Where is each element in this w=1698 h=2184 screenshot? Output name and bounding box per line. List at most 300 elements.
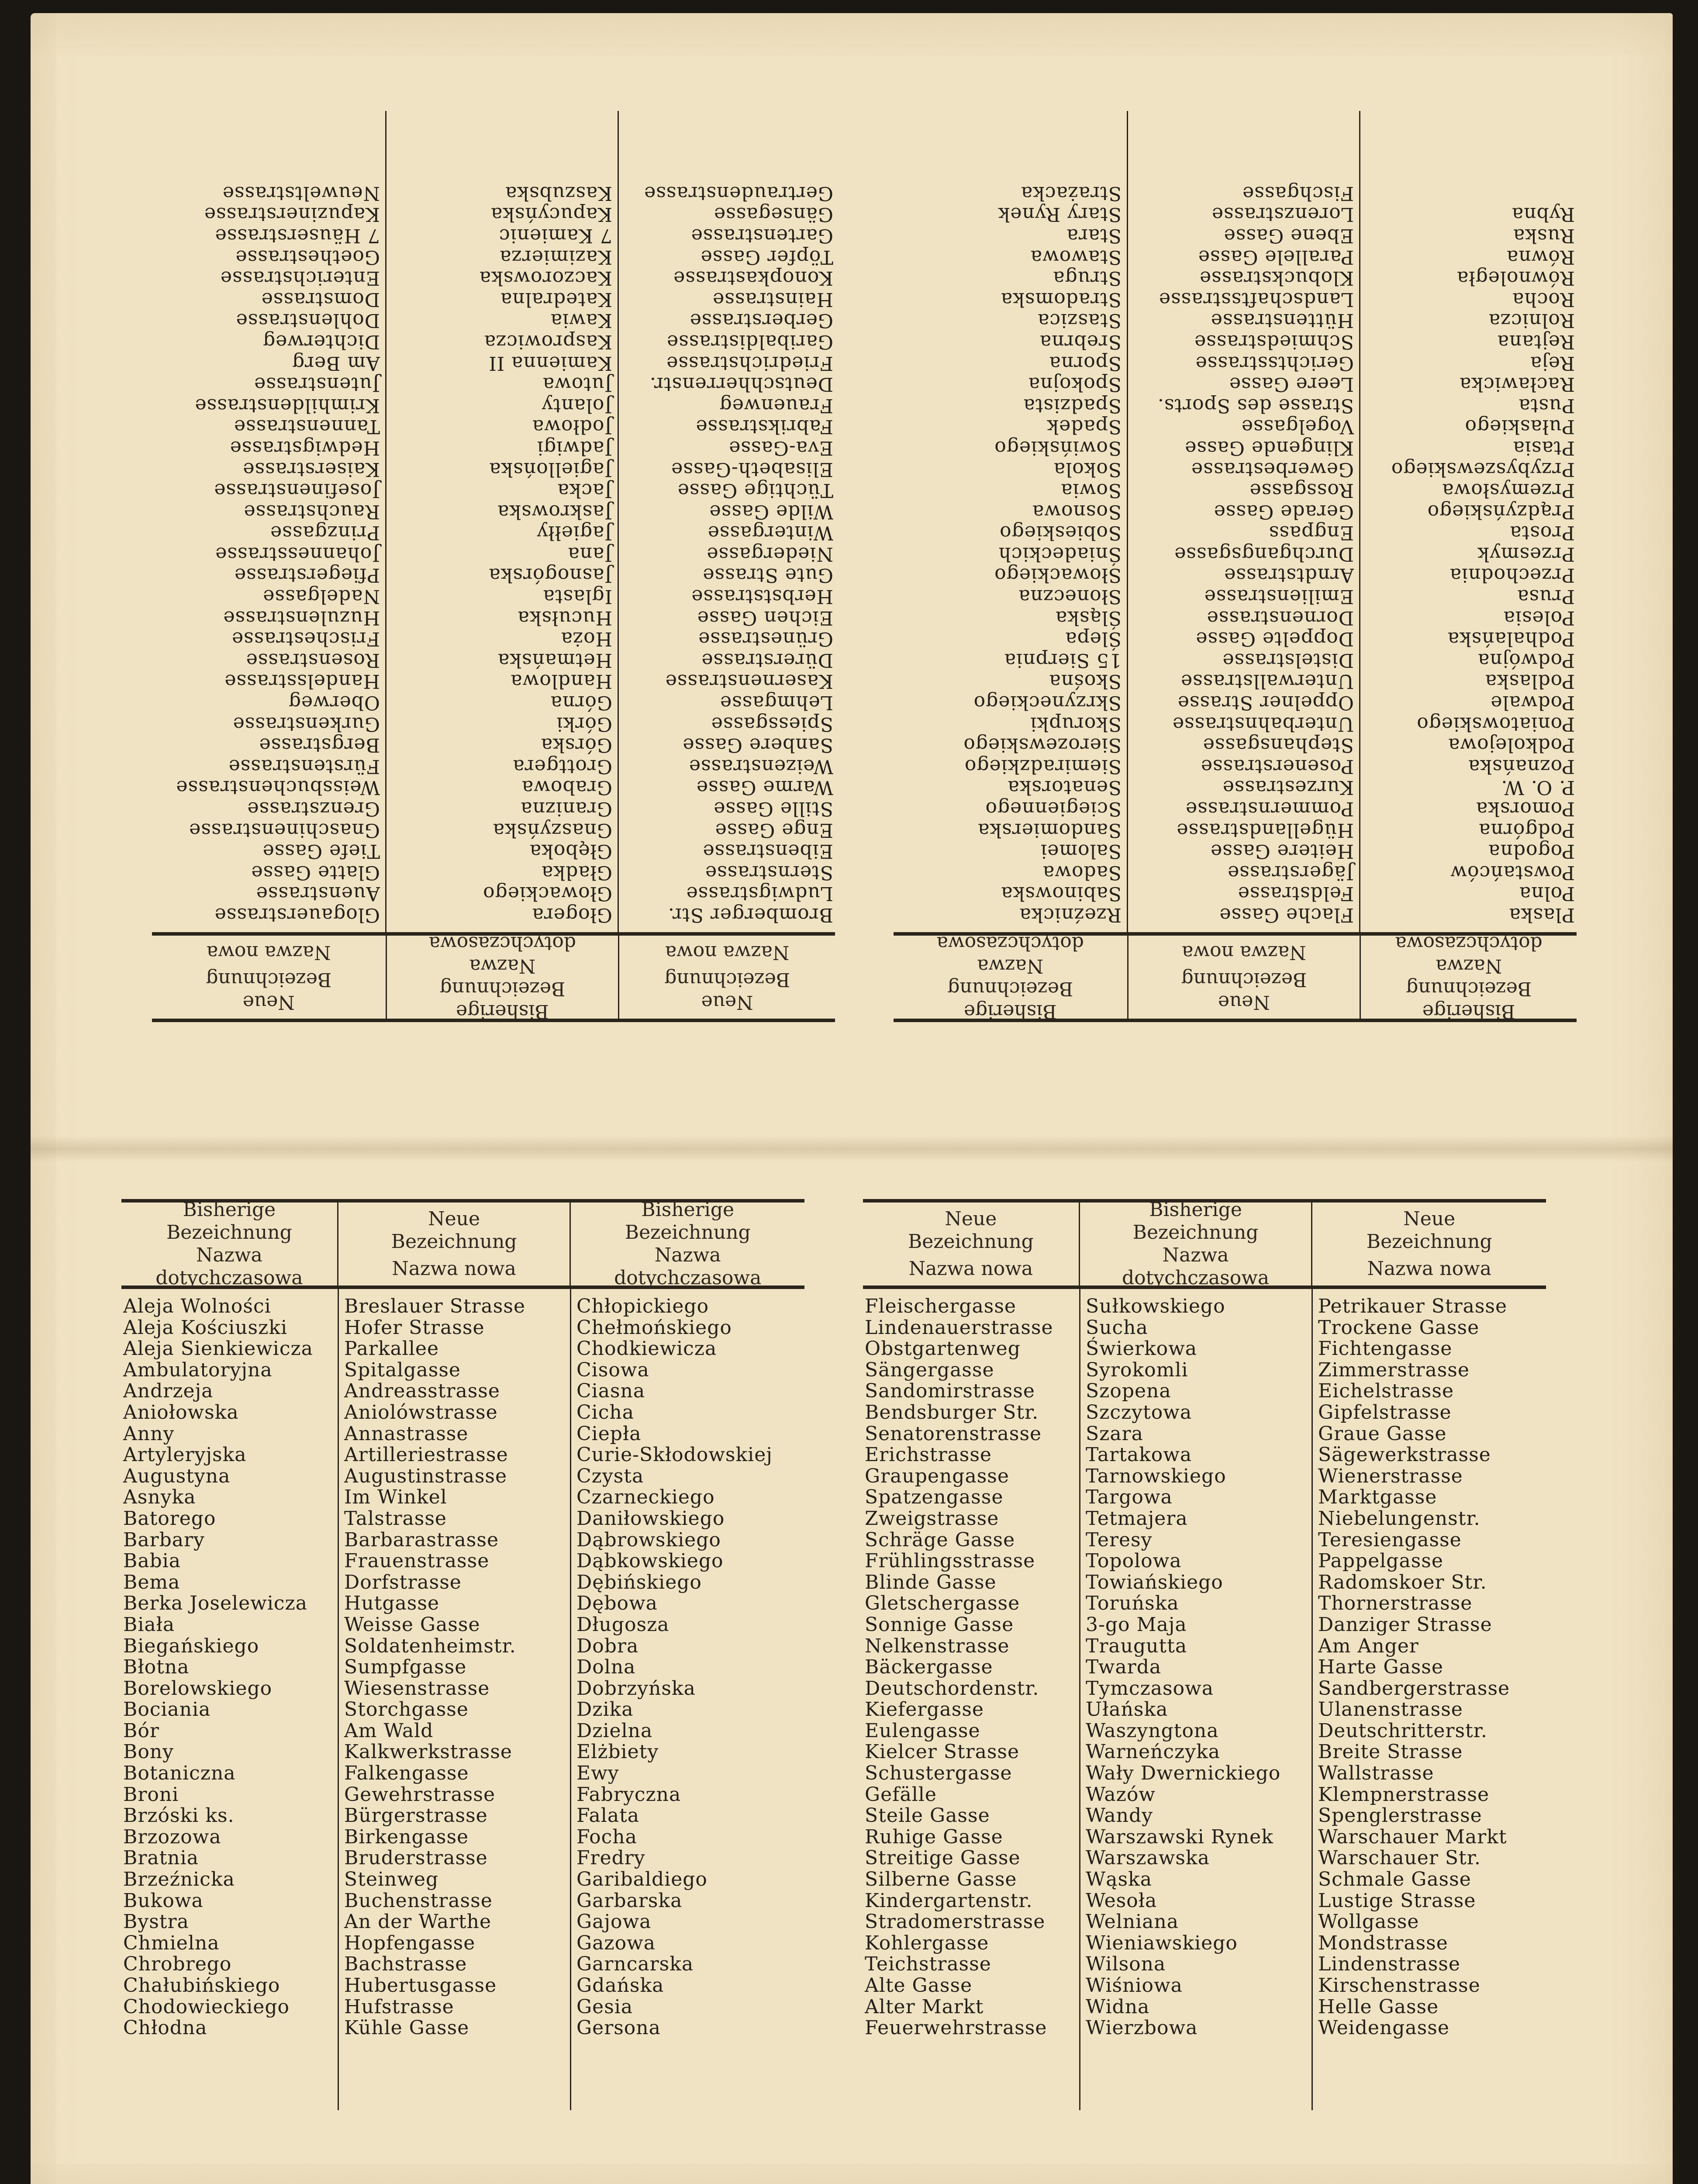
street-name-entry: Tüchtige Gasse xyxy=(677,479,833,502)
street-name-entry: Feldstrasse xyxy=(1237,882,1354,905)
street-name-entry: Dąbkowskiego xyxy=(576,1550,724,1572)
header-line: dotychczasowa xyxy=(1395,932,1543,954)
street-name-entry: Górki xyxy=(556,712,612,735)
street-name-entry: Podhalańska xyxy=(1447,628,1575,650)
header-line: Bezeichnung xyxy=(947,978,1073,1000)
street-name-entry: Ludwigstrasse xyxy=(686,882,833,905)
street-name-entry: Aleja Sienkiewicza xyxy=(123,1337,313,1360)
street-name-entry: Andrzeja xyxy=(123,1380,214,1403)
paper-fold xyxy=(31,1136,1673,1162)
street-name-entry: Bukowa xyxy=(123,1889,204,1912)
street-name-entry: Strasse des Sports. xyxy=(1157,394,1354,417)
street-name-entry: Distelstrasse xyxy=(1222,649,1354,671)
street-name-entry: Garbarska xyxy=(576,1889,683,1912)
street-name-entry: Sägewerkstrasse xyxy=(1318,1444,1491,1466)
street-name-entry: Silberne Gasse xyxy=(865,1868,1017,1891)
street-name-entry: Posenerstrasse xyxy=(1200,755,1354,778)
street-name-entry: Weissbuchenstrasse xyxy=(176,776,380,799)
street-name-entry: Głęboka xyxy=(529,840,612,863)
street-name-entry: Spenglerstrasse xyxy=(1318,1804,1482,1827)
street-name-entry: Schmale Gasse xyxy=(1318,1868,1471,1891)
street-name-entry: Jutenstrasse xyxy=(254,373,380,396)
street-name-entry: Storchgasse xyxy=(344,1698,469,1721)
street-name-entry: Wierzbowa xyxy=(1086,2017,1198,2039)
street-name-entry: Vogelgasse xyxy=(1241,415,1354,438)
street-name-entry: Gesia xyxy=(576,1995,633,2018)
street-name-entry: Dzielna xyxy=(576,1719,653,1742)
street-name-entry: Wiśniowa xyxy=(1086,1974,1183,1997)
column-new xyxy=(152,111,387,932)
street-name-entry: Stephansgasse xyxy=(1202,734,1354,757)
street-name-entry: Kazimierza xyxy=(499,245,612,268)
street-name-entry: P. O. W. xyxy=(1501,776,1575,799)
street-name-entry: Fichtengasse xyxy=(1318,1337,1453,1360)
street-name-entry: Sobieskiego xyxy=(999,522,1122,544)
header-line: Neue xyxy=(1403,1208,1456,1230)
street-name-entry: Brzeźnicka xyxy=(123,1868,235,1891)
street-name-entry: Bystra xyxy=(123,1911,189,1933)
street-name-entry: Kapuzinerstrasse xyxy=(204,203,380,226)
street-name-entry: Bony xyxy=(123,1741,174,1763)
column-old xyxy=(387,111,619,932)
street-name-entry: Lustige Strasse xyxy=(1318,1889,1476,1912)
street-name-entry: Równa xyxy=(1506,245,1575,268)
header-line: Bisherige xyxy=(456,1000,549,1023)
street-name-entry: Curie-Skłodowskiej xyxy=(576,1444,773,1466)
street-name-entry: Aleja Kościuszki xyxy=(123,1316,288,1339)
header-line: Bezeichnung xyxy=(391,1230,517,1253)
street-name-entry: Biała xyxy=(123,1613,175,1636)
upside-down-half xyxy=(0,83,1698,1022)
header-line: Neue xyxy=(701,991,753,1013)
street-name-entry: Graue Gasse xyxy=(1318,1422,1447,1445)
street-name-entry: Grünestrasse xyxy=(698,628,833,650)
street-name-entry: Lorenzstrasse xyxy=(1211,203,1354,226)
street-name-entry: Oppelner Strasse xyxy=(1177,691,1354,714)
top-table-right xyxy=(152,83,835,1022)
street-name-entry: Topolowa xyxy=(1086,1550,1182,1572)
street-name-entry: Glogauerstrasse xyxy=(214,904,380,926)
street-name-entry: Bruderstrasse xyxy=(344,1847,488,1870)
street-name-entry: Waszyngtona xyxy=(1086,1719,1219,1742)
street-name-entry: Gerichtsstrasse xyxy=(1195,352,1354,374)
header-line: Nazwa xyxy=(196,1244,262,1266)
street-name-entry: Doppelte Gasse xyxy=(1195,628,1354,650)
street-name-entry: Zimmerstrasse xyxy=(1318,1358,1470,1381)
street-name-entry: Rzeźnicka xyxy=(1019,904,1122,926)
street-name-entry: Kirschenstrasse xyxy=(1318,1974,1481,1997)
street-name-entry: Lindenauerstrasse xyxy=(865,1316,1053,1339)
street-name-entry: Kurzestrasse xyxy=(1222,776,1354,799)
street-name-entry: Falata xyxy=(576,1804,639,1827)
header-line: Nazwa nowa xyxy=(908,1258,1033,1280)
street-name-entry: Gipfelstrasse xyxy=(1318,1401,1452,1424)
street-name-entry: Jolanty xyxy=(541,394,612,417)
street-name-entry: Nelkenstrasse xyxy=(865,1635,1010,1657)
street-name-entry: Ciepła xyxy=(576,1422,642,1445)
street-name-entry: Stradomska xyxy=(1001,288,1122,311)
street-name-entry: Eichen Gasse xyxy=(697,606,833,629)
street-name-entry: Gnaszyńska xyxy=(492,819,612,841)
street-name-entry: Mondstrasse xyxy=(1318,1932,1448,1954)
street-name-entry: Sporna xyxy=(1049,352,1122,374)
street-name-entry: Rauchstrasse xyxy=(243,500,380,523)
street-name-entry: Elisabeth-Gasse xyxy=(671,458,833,480)
street-name-entry: Handelsstrasse xyxy=(224,670,380,693)
street-name-entry: Stary Rynek xyxy=(997,203,1122,226)
street-name-entry: Birkengasse xyxy=(344,1825,469,1848)
street-name-entry: Staszica xyxy=(1037,309,1122,332)
table-header xyxy=(863,1199,1546,1289)
street-name-entry: Klempnerstrasse xyxy=(1318,1783,1490,1806)
header-line: Nazwa nowa xyxy=(207,941,331,964)
street-name-entry: Ebene Gasse xyxy=(1223,225,1354,247)
street-name-entry: Gerade Gasse xyxy=(1213,500,1354,523)
street-name-entry: Wandy xyxy=(1086,1804,1153,1827)
header-line: Bisherige xyxy=(183,1199,276,1221)
header-line: Neue xyxy=(242,991,295,1013)
street-name-entry: Kielcer Strasse xyxy=(865,1741,1020,1763)
street-name-entry: Sonnige Gasse xyxy=(865,1613,1014,1636)
street-name-entry: Ciasna xyxy=(576,1380,645,1403)
street-name-entry: Harte Gasse xyxy=(1318,1656,1443,1679)
street-name-entry: Gertraudenstrasse xyxy=(644,182,833,204)
street-name-entry: Frischestrasse xyxy=(231,628,380,650)
street-name-entry: Jutowa xyxy=(542,373,612,396)
street-name-entry: Salomei xyxy=(1040,840,1122,863)
street-name-entry: Kasernenstrasse xyxy=(665,670,833,693)
street-name-entry: Sierozewskiego xyxy=(963,734,1122,757)
street-name-entry: Błotna xyxy=(123,1656,190,1679)
street-name-entry: Górna xyxy=(550,691,612,714)
street-name-entry: Podgórna xyxy=(1478,819,1575,841)
street-name-entry: Breite Strasse xyxy=(1318,1741,1463,1763)
street-name-entry: Krimhildenstrasse xyxy=(194,394,380,417)
street-name-entry: Eichelstrasse xyxy=(1318,1380,1454,1403)
street-name-entry: Danziger Strasse xyxy=(1318,1613,1492,1636)
street-name-entry: 7 Häuserstrasse xyxy=(214,225,380,247)
street-name-entry: Podwale xyxy=(1490,691,1575,714)
street-name-entry: Pommernstrasse xyxy=(1185,798,1354,820)
street-name-entry: Podlaska xyxy=(1484,670,1575,693)
street-name-entry: Josefinenstrasse xyxy=(214,479,380,502)
street-name-entry: Ruhige Gasse xyxy=(865,1825,1003,1848)
street-name-entry: Prinzgasse xyxy=(270,522,380,544)
street-name-entry: Jana xyxy=(567,543,612,565)
street-name-entry: Pomorska xyxy=(1475,798,1575,820)
street-name-entry: Trockene Gasse xyxy=(1318,1316,1480,1339)
street-name-entry: Wilde Gasse xyxy=(709,500,833,523)
street-name-entry: Graupengasse xyxy=(865,1465,1009,1487)
street-name-entry: Chłodna xyxy=(123,2017,207,2039)
street-name-entry: Am Wald xyxy=(344,1719,434,1742)
street-name-entry: Enterichstrasse xyxy=(220,267,380,290)
street-name-entry: Bromberger Str. xyxy=(667,904,833,926)
street-name-entry: Tymczasowa xyxy=(1086,1677,1214,1700)
street-name-entry: Warme Gasse xyxy=(696,776,833,799)
street-name-entry: Gdańska xyxy=(576,1974,664,1997)
bottom-table-right xyxy=(863,1199,1546,2121)
street-name-entry: Podwójna xyxy=(1477,649,1575,671)
street-name-entry: Warschauer Markt xyxy=(1318,1825,1507,1848)
street-name-entry: Gładka xyxy=(541,861,612,884)
street-name-entry: Asnyka xyxy=(123,1486,196,1509)
street-name-entry: Domstrasse xyxy=(261,288,380,311)
street-name-entry: Przesmyk xyxy=(1477,543,1575,565)
street-name-entry: Stara xyxy=(1066,225,1122,247)
street-name-entry: Gänsegasse xyxy=(714,203,833,226)
street-name-entry: Wallstrasse xyxy=(1318,1762,1434,1785)
street-name-entry: Chałubińskiego xyxy=(123,1974,280,1997)
street-name-entry: Kiefergasse xyxy=(865,1698,984,1721)
street-name-entry: Friedrichstrasse xyxy=(666,352,833,374)
street-name-entry: Weisse Gasse xyxy=(344,1613,480,1636)
street-name-entry: Deutschherrenstr. xyxy=(649,373,833,396)
header-line: Bezeichnung xyxy=(206,968,332,991)
street-name-entry: Konopkastrasse xyxy=(673,267,833,290)
street-name-entry: 15 Sierpnia xyxy=(1004,649,1122,671)
header-line: dotychczasowa xyxy=(936,932,1084,954)
street-name-entry: Jasnogórska xyxy=(488,564,612,587)
header-line: Bisherige xyxy=(641,1199,735,1221)
street-name-entry: Ambulatoryjna xyxy=(123,1358,273,1381)
header-line: Nazwa xyxy=(1436,955,1502,977)
street-name-entry: 3-go Maja xyxy=(1086,1613,1187,1636)
street-name-entry: Przechodnia xyxy=(1449,564,1575,587)
street-name-entry: Hetmańska xyxy=(497,649,612,671)
street-name-entry: Huzulenstrasse xyxy=(223,606,380,629)
header-line: Nazwa nowa xyxy=(1182,941,1306,964)
street-name-entry: Świerkowa xyxy=(1086,1337,1197,1360)
street-name-entry: Aniolówstrasse xyxy=(344,1401,498,1424)
street-name-entry: Oberweg xyxy=(288,691,380,714)
street-name-entry: Dohlenstrasse xyxy=(235,309,380,332)
street-name-entry: Lehmgasse xyxy=(720,691,833,714)
street-name-entry: Garibaldiego xyxy=(576,1868,708,1891)
street-name-entry: Jagiellońska xyxy=(489,458,612,480)
street-name-entry: Gletschergasse xyxy=(865,1592,1020,1615)
street-name-entry: Radomskoer Str. xyxy=(1318,1571,1487,1593)
street-name-entry: Eibenstrasse xyxy=(702,840,833,863)
column-new xyxy=(863,1289,1079,2110)
street-name-entry: Helle Gasse xyxy=(1318,1995,1439,2018)
street-name-entry: Kaszubska xyxy=(505,182,612,204)
street-name-entry: Emilienstrasse xyxy=(1204,585,1354,608)
street-name-entry: Czysta xyxy=(576,1465,644,1487)
header-line: Bezeichnung xyxy=(1181,968,1307,991)
street-name-entry: Spiessgasse xyxy=(711,712,833,735)
street-name-entry: Pułaskiego xyxy=(1464,415,1575,438)
header-new-name xyxy=(337,1203,570,1286)
street-name-entry: Sciegiennego xyxy=(985,798,1122,820)
street-name-entry: Gazowa xyxy=(576,1932,656,1954)
street-name-entry: Fabrikstrasse xyxy=(695,415,833,438)
table-body xyxy=(152,111,835,932)
street-name-entry: Chełmońskiego xyxy=(576,1316,732,1339)
street-name-entry: Ułańska xyxy=(1086,1698,1168,1721)
street-name-entry: Grottgera xyxy=(512,755,612,778)
street-name-entry: Szara xyxy=(1086,1422,1143,1445)
street-name-entry: Biegańskiego xyxy=(123,1635,259,1657)
street-name-entry: Rejtana xyxy=(1497,330,1575,353)
street-name-entry: Hainstrasse xyxy=(712,288,833,311)
street-name-entry: Poznańska xyxy=(1468,755,1575,778)
street-name-entry: Tarnowskiego xyxy=(1086,1465,1226,1487)
street-name-entry: Tartakowa xyxy=(1086,1444,1192,1466)
street-name-entry: Talstrasse xyxy=(344,1507,447,1530)
street-name-entry: Sabinowska xyxy=(1001,882,1122,905)
street-name-entry: Teresy xyxy=(1086,1528,1153,1551)
street-name-entry: Botaniczna xyxy=(123,1762,236,1785)
street-name-entry: Katedralna xyxy=(500,288,612,311)
street-name-entry: Rybna xyxy=(1512,203,1575,226)
street-name-entry: Sowińskiego xyxy=(994,436,1122,459)
header-new-name xyxy=(1311,1203,1546,1286)
street-name-entry: Strażacka xyxy=(1020,182,1122,204)
header-line: Nazwa xyxy=(977,955,1044,977)
street-name-entry: Wesoła xyxy=(1086,1889,1157,1912)
street-name-entry: Bratnia xyxy=(123,1847,199,1870)
street-name-entry: Dębińskiego xyxy=(576,1571,702,1593)
street-name-entry: Jaskrowska xyxy=(497,500,612,523)
street-name-entry: Frühlingsstrasse xyxy=(865,1550,1035,1572)
street-name-entry: Bäckergasse xyxy=(865,1656,993,1679)
table-header xyxy=(152,932,835,1023)
street-name-entry: Pappelgasse xyxy=(1318,1550,1443,1572)
header-new-name xyxy=(1129,936,1361,1019)
upright-half xyxy=(0,1199,1698,2121)
header-line: Nazwa xyxy=(469,955,536,977)
street-name-entry: Wollgasse xyxy=(1318,1911,1419,1933)
street-name-entry: Rolnicza xyxy=(1488,309,1575,332)
header-line: Bezeichnung xyxy=(625,1221,751,1244)
column-new xyxy=(338,1289,570,2110)
street-name-entry: Kamienna II xyxy=(488,352,612,374)
header-line: dotychczasowa xyxy=(1122,1267,1270,1289)
street-name-entry: Deutschordenstr. xyxy=(865,1677,1039,1700)
header-line: Bisherige xyxy=(1422,1000,1515,1023)
header-line: Neue xyxy=(1218,991,1270,1013)
street-name-entry: Eva-Gasse xyxy=(728,436,833,459)
street-name-entry: Fürstenstrasse xyxy=(228,755,380,778)
street-name-entry: Landschaftsstrasse xyxy=(1158,288,1354,311)
street-name-entry: Augustyna xyxy=(123,1465,231,1487)
street-name-entry: Bergstrasse xyxy=(259,734,380,757)
street-name-entry: Fischgasse xyxy=(1242,182,1354,204)
street-name-entry: Thornerstrasse xyxy=(1318,1592,1473,1615)
street-name-entry: Srebrna xyxy=(1039,330,1122,353)
street-name-entry: Ruska xyxy=(1513,225,1575,247)
street-name-entry: Goethestrasse xyxy=(235,245,380,268)
street-name-entry: Stawowa xyxy=(1030,245,1122,268)
street-name-entry: Nadelgasse xyxy=(262,585,380,608)
street-name-entry: Rocha xyxy=(1512,288,1575,311)
street-name-entry: Schräge Gasse xyxy=(865,1528,1015,1551)
header-line: Bezeichnung xyxy=(166,1221,292,1244)
street-name-entry: Sosnowa xyxy=(1032,500,1122,523)
header-line: Bezeichnung xyxy=(1366,1230,1492,1253)
column-new xyxy=(1128,111,1360,932)
street-name-entry: Leere Gasse xyxy=(1229,373,1354,396)
street-name-entry: Ptasia xyxy=(1512,436,1575,459)
street-name-entry: Wiesenstrasse xyxy=(344,1677,490,1700)
street-name-entry: Aleja Wolności xyxy=(123,1295,271,1317)
street-name-entry: Engpass xyxy=(1268,522,1354,544)
street-name-entry: Batorego xyxy=(123,1507,216,1530)
street-name-entry: Welniana xyxy=(1086,1911,1179,1933)
street-name-entry: Fabryczna xyxy=(576,1783,681,1806)
street-name-entry: Pogodna xyxy=(1488,840,1575,863)
street-name-entry: Skośna xyxy=(1049,670,1122,693)
street-name-entry: Parallele Gasse xyxy=(1198,245,1354,268)
street-name-entry: Skrzyneckiego xyxy=(973,691,1122,714)
street-name-entry: Dornenstrasse xyxy=(1206,606,1354,629)
street-name-entry: Barbary xyxy=(123,1528,205,1551)
street-name-entry: Brzozowa xyxy=(123,1825,221,1848)
street-name-entry: Reja xyxy=(1529,352,1575,374)
street-name-entry: Broni xyxy=(123,1783,179,1806)
header-line: Nazwa nowa xyxy=(665,941,790,964)
bottom-table-left xyxy=(121,1199,804,2121)
street-name-entry: Powstańców xyxy=(1450,861,1575,884)
street-name-entry: Schmiedstrasse xyxy=(1194,330,1354,353)
header-new-name xyxy=(152,936,387,1019)
street-name-entry: Przybyszewskiego xyxy=(1391,458,1575,480)
street-name-entry: Chrobrego xyxy=(123,1953,232,1976)
street-name-entry: Borelowskiego xyxy=(123,1677,273,1700)
street-name-entry: Gefälle xyxy=(865,1783,937,1806)
street-name-entry: Handlowa xyxy=(510,670,612,693)
street-name-entry: Brzóski ks. xyxy=(123,1804,235,1827)
header-line: Bisherige xyxy=(1149,1199,1242,1221)
street-name-entry: Babia xyxy=(123,1550,181,1572)
header-old-name xyxy=(1079,1199,1311,1289)
street-name-entry: Sułkowskiego xyxy=(1086,1295,1225,1317)
street-name-entry: Hopfengasse xyxy=(344,1932,476,1954)
header-line: Bezeichnung xyxy=(1406,978,1532,1000)
street-name-entry: Chłopickiego xyxy=(576,1295,709,1317)
street-name-entry: Gute Strasse xyxy=(702,564,833,587)
street-name-entry: Ewy xyxy=(576,1762,619,1785)
street-name-entry: Toruńska xyxy=(1086,1592,1179,1615)
street-name-entry: Garncarska xyxy=(576,1953,694,1976)
header-line: dotychczasowa xyxy=(614,1267,762,1289)
street-name-entry: Jacka xyxy=(557,479,612,502)
street-name-entry: Gerberstrasse xyxy=(689,309,833,332)
street-name-entry: Am Berg xyxy=(291,352,380,374)
street-name-entry: Hedwigstrasse xyxy=(229,436,380,459)
street-name-entry: Jägerstrasse xyxy=(1227,861,1354,884)
street-name-entry: Skorupki xyxy=(1030,712,1122,735)
street-name-entry: Töpfer Gasse xyxy=(700,245,833,268)
street-name-entry: Flache Gasse xyxy=(1219,904,1354,926)
street-name-entry: Obstgartenweg xyxy=(865,1337,1021,1360)
street-name-entry: Senatorska xyxy=(1007,776,1122,799)
street-name-entry: Hügellandstrasse xyxy=(1176,819,1354,841)
column-old xyxy=(1079,1289,1311,2110)
street-name-entry: Kaiserstrasse xyxy=(242,458,380,480)
street-name-entry: Rossgasse xyxy=(1249,479,1354,502)
street-name-entry: Wienerstrasse xyxy=(1318,1465,1463,1487)
street-name-entry: Kühle Gasse xyxy=(344,2017,469,2039)
street-name-entry: Jagiełły xyxy=(536,522,612,544)
street-name-entry: Gajowa xyxy=(576,1911,652,1933)
street-name-entry: Alter Markt xyxy=(865,1995,984,2018)
street-name-entry: Focha xyxy=(576,1825,637,1848)
street-name-entry: Stradomerstrasse xyxy=(865,1911,1046,1933)
street-name-entry: Dolna xyxy=(576,1656,636,1679)
street-name-entry: Sandomirstrasse xyxy=(865,1380,1035,1403)
